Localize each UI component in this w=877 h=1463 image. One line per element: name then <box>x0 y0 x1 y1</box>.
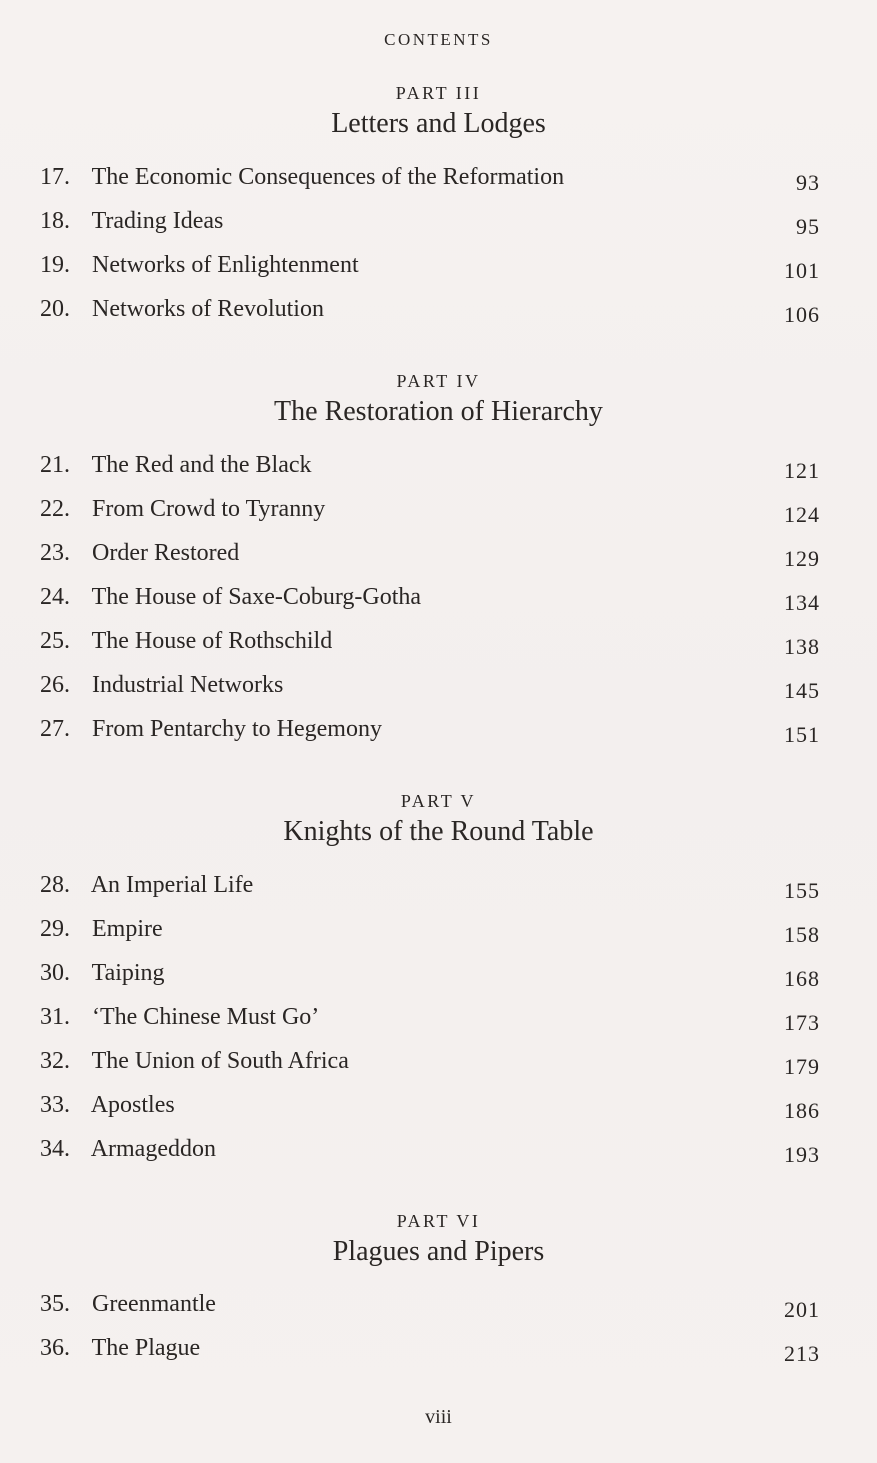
page-number: 95 <box>796 214 820 239</box>
toc-entry <box>40 1289 820 1333</box>
page-number: 186 <box>784 1098 820 1123</box>
toc-entry <box>40 670 820 714</box>
chapter-title: Industrial Networks <box>92 672 284 698</box>
chapter-number: 33. <box>40 1092 70 1118</box>
toc-entry <box>40 870 820 914</box>
part-5-entries <box>40 870 820 1178</box>
page-number: 155 <box>784 878 820 903</box>
part-title: The Restoration of Hierarchy <box>274 396 603 427</box>
toc-entry <box>40 714 820 758</box>
chapter-number: 22. <box>40 496 70 522</box>
part-3-entries <box>40 162 820 338</box>
chapter-title: Networks of Revolution <box>92 296 324 322</box>
page-folio: viii <box>425 1406 452 1428</box>
part-label: PART IV <box>396 371 481 391</box>
part-4-entries <box>40 450 820 758</box>
part-heading-3 <box>0 80 877 142</box>
toc-entry <box>40 1046 820 1090</box>
chapter-number: 23. <box>40 540 70 566</box>
part-heading-5 <box>0 788 877 850</box>
chapter-title: ‘The Chinese Must Go’ <box>92 1004 320 1030</box>
part-title: Plagues and Pipers <box>332 1236 545 1267</box>
page-number: 201 <box>784 1297 820 1322</box>
chapter-title: Armageddon <box>90 1136 216 1162</box>
running-head: CONTENTS <box>384 30 493 49</box>
toc-entry <box>40 162 820 206</box>
chapter-title: Taiping <box>91 960 165 986</box>
page-number: 121 <box>784 458 820 483</box>
page-number: 145 <box>784 678 820 703</box>
chapter-number: 29. <box>40 916 70 942</box>
chapter-title: The Plague <box>91 1335 201 1361</box>
chapter-title: From Crowd to Tyranny <box>92 496 326 522</box>
toc-entry <box>40 450 820 494</box>
page-number: 138 <box>784 634 820 659</box>
chapter-number: 20. <box>40 296 70 322</box>
part-label: PART III <box>395 83 482 103</box>
toc-entry <box>40 626 820 670</box>
chapter-number: 24. <box>40 584 70 610</box>
chapter-title: Trading Ideas <box>91 208 224 234</box>
chapter-title: Greenmantle <box>92 1291 216 1317</box>
chapter-number: 25. <box>40 628 70 654</box>
chapter-title: Order Restored <box>92 540 240 566</box>
chapter-title: Networks of Enlightenment <box>92 252 359 278</box>
page-number: 168 <box>784 966 820 991</box>
part-label: PART V <box>400 791 477 811</box>
page-number: 179 <box>784 1054 820 1079</box>
toc-entry <box>40 206 820 250</box>
part-title: Letters and Lodges <box>331 108 546 139</box>
part-6-entries <box>40 1289 820 1377</box>
part-heading-4 <box>0 368 877 430</box>
chapter-number: 21. <box>40 452 70 478</box>
toc-entry <box>40 538 820 582</box>
chapter-number: 26. <box>40 672 70 698</box>
page-number: 129 <box>784 546 820 571</box>
chapter-number: 35. <box>40 1291 70 1317</box>
chapter-title: The Union of South Africa <box>91 1048 349 1074</box>
chapter-number: 31. <box>40 1004 70 1030</box>
part-label: PART VI <box>396 1211 481 1231</box>
toc-entry <box>40 1134 820 1178</box>
toc-entry <box>40 1002 820 1046</box>
part-heading-6 <box>0 1208 877 1270</box>
page-number: 93 <box>796 170 820 195</box>
page-number: 193 <box>784 1142 820 1167</box>
page-number: 151 <box>784 722 820 747</box>
toc-entry <box>40 914 820 958</box>
chapter-number: 34. <box>40 1136 70 1162</box>
toc-entry <box>40 582 820 626</box>
toc-entry <box>40 250 820 294</box>
chapter-number: 27. <box>40 716 70 742</box>
toc-entry <box>40 294 820 338</box>
page-number: 101 <box>784 258 820 283</box>
toc-entry <box>40 494 820 538</box>
chapter-number: 30. <box>40 960 70 986</box>
chapter-number: 19. <box>40 252 70 278</box>
chapter-title: Empire <box>92 916 163 942</box>
page-number: 173 <box>784 1010 820 1035</box>
part-title: Knights of the Round Table <box>283 816 594 847</box>
toc-entry <box>40 1333 820 1377</box>
chapter-title: The Economic Consequences of the Reformation <box>91 164 565 190</box>
chapter-number: 28. <box>40 872 70 898</box>
chapter-number: 36. <box>40 1335 70 1361</box>
chapter-title: From Pentarchy to Hegemony <box>92 716 382 742</box>
toc-entry <box>40 1090 820 1134</box>
chapter-title: The Red and the Black <box>91 452 312 478</box>
chapter-number: 32. <box>40 1048 70 1074</box>
chapter-title: The House of Saxe-Coburg-Gotha <box>91 584 422 610</box>
chapter-title: The House of Rothschild <box>91 628 333 654</box>
toc-entry <box>40 958 820 1002</box>
page-number: 213 <box>784 1341 820 1366</box>
page-number: 134 <box>784 590 820 615</box>
chapter-number: 17. <box>40 164 70 190</box>
chapter-title: An Imperial Life <box>90 872 254 898</box>
page-number: 106 <box>784 302 820 327</box>
page-number: 158 <box>784 922 820 947</box>
chapter-number: 18. <box>40 208 70 234</box>
chapter-title: Apostles <box>90 1092 175 1118</box>
page-number: 124 <box>784 502 820 527</box>
